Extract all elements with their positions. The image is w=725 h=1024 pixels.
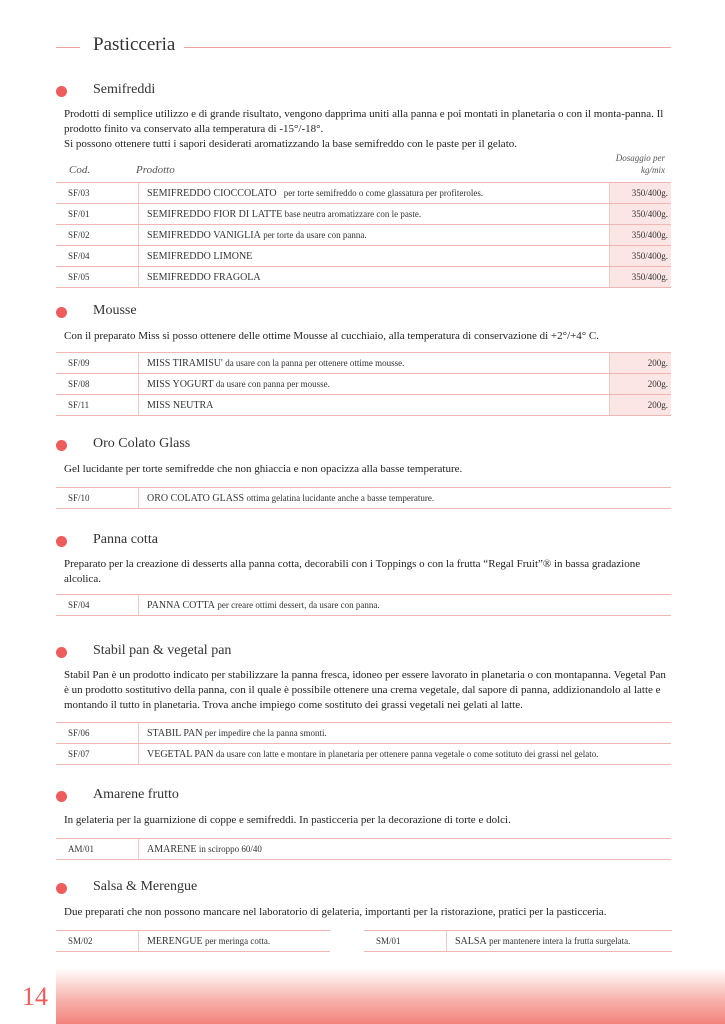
table-row <box>56 204 671 225</box>
section-heading <box>56 879 671 899</box>
header-rule-right <box>184 47 671 48</box>
product-cell <box>139 353 610 374</box>
table-row <box>56 267 671 288</box>
section-description: In gelateria per la guarnizione di coppe e semifreddi. In pasticceria per la decorazione di torte e dolci. <box>64 814 511 826</box>
section-title: Salsa & Merengue <box>93 879 198 894</box>
product-name: AMARENE <box>147 843 197 855</box>
product-note: per meringa cotta. <box>204 935 271 946</box>
product-name: MERENGUE <box>147 935 203 947</box>
product-note: per torte semifreddo o come glassatura per profiteroles. <box>283 187 484 198</box>
product-code: SF/04 <box>56 595 139 616</box>
product-code: SF/04 <box>56 246 139 267</box>
product-cell <box>139 488 672 509</box>
product-code: SF/11 <box>56 395 139 416</box>
product-name: MISS NEUTRA <box>147 399 214 411</box>
product-table <box>56 838 671 860</box>
product-code: SF/02 <box>56 225 139 246</box>
section-heading <box>56 787 671 807</box>
product-code: SF/10 <box>56 488 139 509</box>
section-description: Gel lucidante per torte semifredde che non ghiaccia e non opacizza alla basse temperature. <box>64 463 463 475</box>
product-table-right <box>364 930 672 952</box>
product-code: SF/07 <box>56 744 139 765</box>
table-header <box>56 152 671 182</box>
section-title: Mousse <box>93 303 137 318</box>
product-dosage: 350/400g. <box>610 246 672 267</box>
section-title: Stabil pan & vegetal pan <box>93 643 232 658</box>
product-note: per impedire che la panna smonti. <box>204 727 327 738</box>
product-name: MISS TIRAMISU' <box>147 357 223 369</box>
section-stabil-pan <box>56 643 671 765</box>
header-dosaggio: Dosaggio per kg/mix <box>615 153 665 175</box>
product-cell <box>139 267 610 288</box>
section-mousse <box>56 303 671 416</box>
red-dot-icon <box>56 86 67 97</box>
section-title: Oro Colato Glass <box>93 436 191 451</box>
red-dot-icon <box>56 440 67 451</box>
section-description: Due preparati che non possono mancare nel laboratorio di gelateria, importanti per la ristorazione, pratici per la pasticceria. <box>64 906 607 918</box>
product-cell <box>139 374 610 395</box>
red-dot-icon <box>56 307 67 318</box>
section-description: Stabil Pan è un prodotto indicato per stabilizzare la panna fresca, idoneo per essere lavorato in planetaria o con montapanna. Vegetal Pan è un prodotto sostitutivo della panna, con il quale è possibile ottenere una crema vegetale, dal sapore di panna, addizionandolo al latte e montando il tutto in planetaria. Trova anche impiego come sostituto dei grassi vegetali nei gelati al latte. <box>64 669 666 711</box>
product-dosage: 350/400g. <box>610 183 672 204</box>
page-header <box>56 34 671 62</box>
section-title: Panna cotta <box>93 532 158 547</box>
product-table <box>56 722 671 765</box>
table-row <box>56 353 671 374</box>
product-note: da usare con la panna per ottenere ottime mousse. <box>225 357 405 368</box>
product-cell <box>139 183 610 204</box>
section-description: Con il preparato Miss si posso ottenere delle ottime Mousse al cucchiaio, alla temperatura di conservazione di +2°/+4° C. <box>64 330 600 342</box>
product-note: ottima gelatina lucidante anche a basse temperature. <box>246 492 435 503</box>
product-cell <box>139 839 672 860</box>
product-cell <box>139 595 672 616</box>
product-dosage: 350/400g. <box>610 225 672 246</box>
product-code: SM/01 <box>364 931 447 952</box>
section-heading <box>56 436 671 456</box>
footer-gradient-band <box>56 968 725 1024</box>
product-name: SEMIFREDDO LIMONE <box>147 250 253 262</box>
header-rule-left <box>56 47 80 48</box>
product-note: da usare con latte e montare in planetaria per ottenere panna vegetale o come sotituto dei grassi nel gelato. <box>215 748 599 759</box>
product-note: da usare con panna per mousse. <box>215 378 330 389</box>
product-cell <box>139 225 610 246</box>
red-dot-icon <box>56 647 67 658</box>
section-heading <box>56 82 671 102</box>
section-semifreddi <box>56 82 671 288</box>
product-cell <box>447 931 673 952</box>
table-row <box>56 395 671 416</box>
section-title: Semifreddi <box>93 82 156 97</box>
red-dot-icon <box>56 791 67 802</box>
product-note: per creare ottimi dessert, da usare con panna. <box>217 599 380 610</box>
table-row <box>364 931 672 952</box>
product-code: SF/03 <box>56 183 139 204</box>
product-dosage: 350/400g. <box>610 204 672 225</box>
product-code: AM/01 <box>56 839 139 860</box>
product-note: base neutra aromatizzare con le paste. <box>284 208 422 219</box>
product-dosage: 350/400g. <box>610 267 672 288</box>
header-prodotto: Prodotto <box>136 164 175 176</box>
product-name: SEMIFREDDO FIOR DI LATTE <box>147 208 283 220</box>
section-heading <box>56 643 671 663</box>
product-table <box>56 487 671 509</box>
table-row <box>56 931 330 952</box>
product-name: VEGETAL PAN <box>147 748 214 760</box>
table-row <box>56 183 671 204</box>
product-note: per mantenere intera la frutta surgelata. <box>489 935 631 946</box>
product-cell <box>139 723 672 744</box>
section-amarene <box>56 787 671 860</box>
section-heading <box>56 532 671 552</box>
product-name: PANNA COTTA <box>147 599 216 611</box>
table-row <box>56 595 671 616</box>
table-row <box>56 839 671 860</box>
section-description: Preparato per la creazione di desserts alla panna cotta, decorabili con i Toppings o con la frutta “Regal Fruit”® in bassa gradazione alcolica. <box>64 558 641 585</box>
product-note: per torte da usare con panna. <box>263 229 367 240</box>
product-dosage: 200g. <box>610 395 672 416</box>
product-tables-pair <box>56 930 671 954</box>
section-panna-cotta <box>56 532 671 616</box>
table-row <box>56 723 671 744</box>
description-line: Si possono ottenere tutti i sapori desiderati aromatizzando la base semifreddo con le paste per il gelato. <box>64 138 517 150</box>
section-description <box>64 107 671 152</box>
product-table <box>56 352 671 416</box>
product-cell <box>139 395 610 416</box>
product-code: SF/08 <box>56 374 139 395</box>
product-code: SF/01 <box>56 204 139 225</box>
section-title: Amarene frutto <box>93 787 179 802</box>
product-note: in sciroppo 60/40 <box>198 843 262 854</box>
product-dosage: 200g. <box>610 353 672 374</box>
product-name: SALSA <box>455 935 487 947</box>
product-code: SF/05 <box>56 267 139 288</box>
section-heading <box>56 303 671 323</box>
table-row <box>56 744 671 765</box>
table-row <box>56 374 671 395</box>
page-number: 14 <box>22 982 48 1011</box>
product-table <box>56 594 671 616</box>
product-cell <box>139 931 331 952</box>
red-dot-icon <box>56 536 67 547</box>
product-table-left <box>56 930 330 952</box>
product-cell <box>139 246 610 267</box>
table-row <box>56 225 671 246</box>
header-cod: Cod. <box>69 164 91 176</box>
product-cell <box>139 744 672 765</box>
red-dot-icon <box>56 883 67 894</box>
product-name: SEMIFREDDO VANIGLIA <box>147 229 261 241</box>
table-row <box>56 488 671 509</box>
product-name: STABIL PAN <box>147 727 203 739</box>
product-dosage: 200g. <box>610 374 672 395</box>
product-name: ORO COLATO GLASS <box>147 492 245 504</box>
table-row <box>56 246 671 267</box>
product-name: MISS YOGURT <box>147 378 214 390</box>
product-code: SM/02 <box>56 931 139 952</box>
section-salsa-merengue <box>56 879 671 954</box>
description-line: Prodotti di semplice utilizzo e di grande risultato, vengono dapprima uniti alla panna e poi montati in planetaria o con il monta-panna. Il prodotto finito va conservato alla temperatura di -15°/-18°. <box>64 108 664 135</box>
product-table <box>56 182 671 288</box>
section-oro-colato <box>56 436 671 509</box>
product-name: SEMIFREDDO FRAGOLA <box>147 271 261 283</box>
page-title: Pasticceria <box>93 34 176 55</box>
product-cell <box>139 204 610 225</box>
product-code: SF/09 <box>56 353 139 374</box>
product-code: SF/06 <box>56 723 139 744</box>
product-name: SEMIFREDDO CIOCCOLATO <box>147 187 277 199</box>
